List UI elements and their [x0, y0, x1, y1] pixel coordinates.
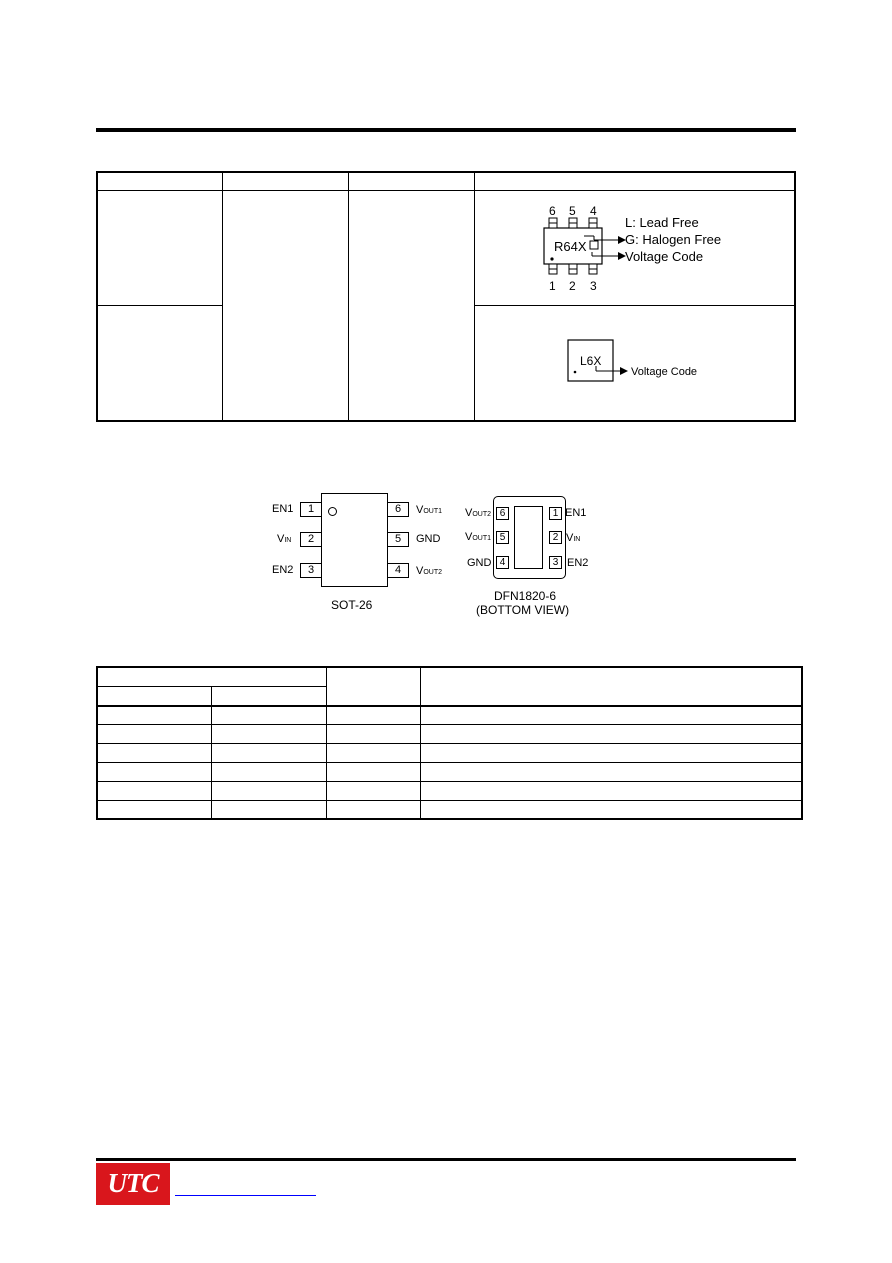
sot26-mark-pin-4: 4: [590, 204, 597, 218]
dfn-pin-2-box: 2: [549, 531, 562, 544]
dfn-view-label: (BOTTOM VIEW): [476, 603, 570, 617]
sot26-pin-4-name: VOUT2: [416, 565, 443, 577]
sot26-pin-1-box: 1: [300, 502, 322, 517]
sot26-mark-pin-3: 3: [590, 279, 597, 293]
dfn-pin-4-box: 4: [496, 556, 509, 569]
sot26-pin-6-name: VOUT1: [416, 504, 443, 516]
dfn-exposed-pad: [514, 506, 543, 569]
utc-logo: UTC: [96, 1163, 170, 1205]
dfn-pin-6-box: 6: [496, 507, 509, 520]
sot26-mark-pin-2: 2: [569, 279, 576, 293]
legend-lead-free: L: Lead Free: [625, 215, 699, 230]
dfn-marking-code: L6X: [580, 354, 602, 368]
legend-voltage-code: Voltage Code: [625, 249, 704, 264]
dfn-pin-6-name: VOUT2: [465, 507, 492, 519]
sot26-pin-5-box: 5: [387, 532, 409, 547]
sot26-mark-pin-5: 5: [569, 204, 576, 218]
dfn-pin-1-box: 1: [549, 507, 562, 520]
dfn-pin-5-box: 5: [496, 531, 509, 544]
website-link-underline[interactable]: [175, 1195, 316, 1196]
footer-rule: [96, 1158, 796, 1161]
sot26-package-label: SOT-26: [331, 598, 373, 612]
dfn-legend-voltage-code: Voltage Code: [631, 366, 698, 378]
sot26-marking-code: R64X: [554, 239, 587, 254]
dfn-pin-3-box: 3: [549, 556, 562, 569]
sot26-pin-6-box: 6: [387, 502, 409, 517]
pin1-marker-circle: [328, 507, 337, 516]
dfn-pin-5-name: VOUT1: [465, 531, 492, 543]
sot26-pin-2-name: VIN: [277, 533, 292, 545]
sot26-pin-3-box: 3: [300, 563, 322, 578]
dfn-package-label: DFN1820-6: [494, 589, 557, 603]
sot26-pin-5-name: GND: [416, 533, 441, 545]
sot26-pin-1-name: EN1: [272, 503, 294, 515]
sot26-mark-pin-1: 1: [549, 279, 556, 293]
sot26-mark-pin-6: 6: [549, 204, 556, 218]
dfn-pin-2-name: VIN: [566, 532, 581, 544]
sot26-pin-3-name: EN2: [272, 564, 294, 576]
dfn-pin-1-name: EN1: [565, 507, 587, 519]
legend-halogen-free: G: Halogen Free: [625, 232, 722, 247]
dfn-pin-4-name: GND: [467, 557, 492, 569]
dfn-pin-3-name: EN2: [567, 557, 589, 569]
sot26-pin-4-box: 4: [387, 563, 409, 578]
header-rule: [96, 128, 796, 132]
sot26-pin-2-box: 2: [300, 532, 322, 547]
